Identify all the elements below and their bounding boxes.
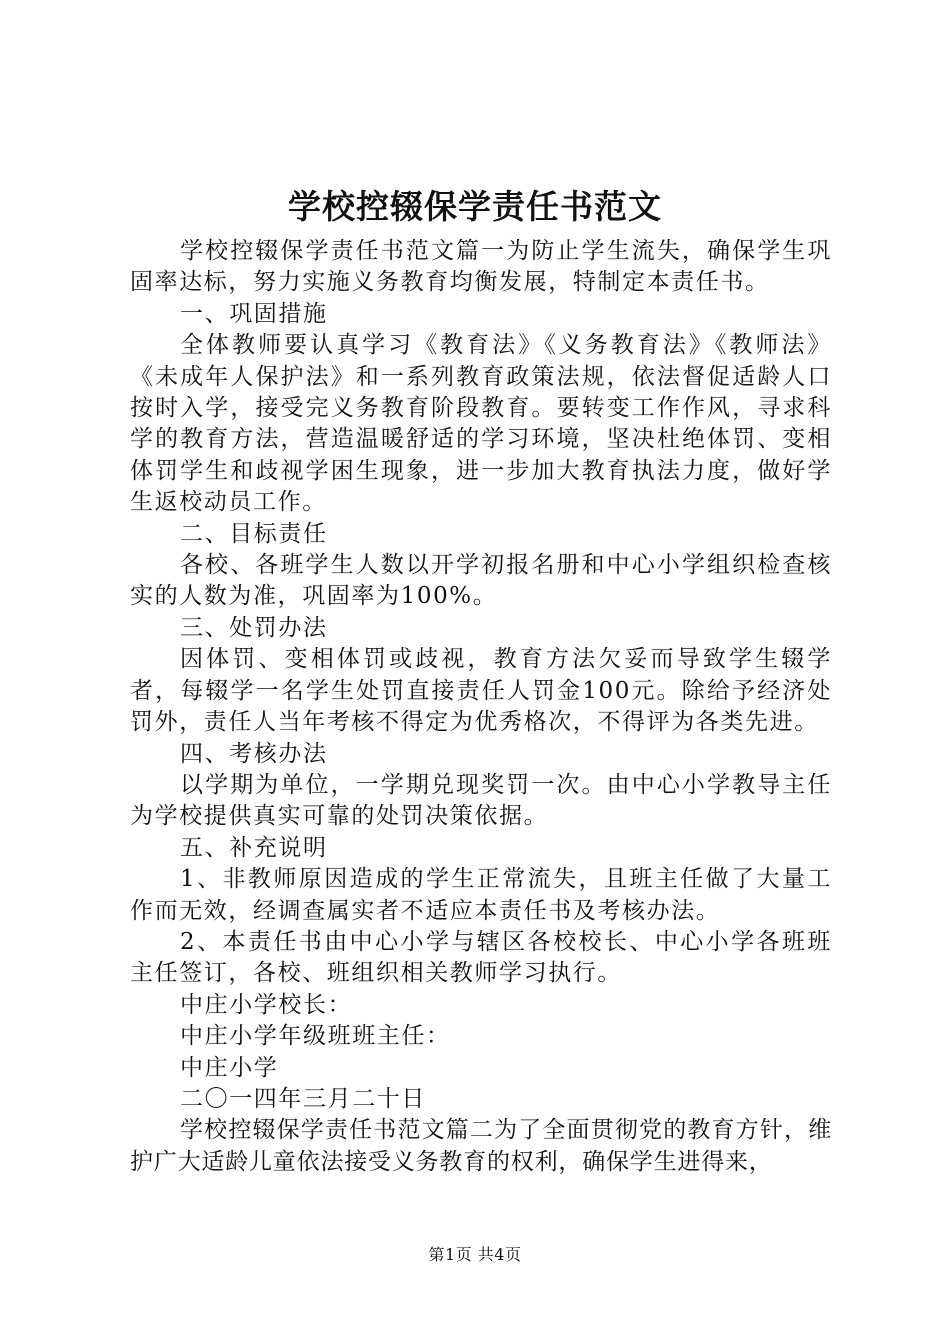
signature-school: 中庄小学 bbox=[180, 1054, 279, 1081]
paragraph-consolidation: 全体教师要认真学习《教育法》《义务教育法》《教师法》《未成年人保护法》和一系列教育政策法规，依法督促适龄人口按时入学，接受完义务教育阶段教育。要转变工作作风，寻求科学的教育方法，营造温暖舒适的学习环境，坚决杜绝体罚、变相体罚学生和歧视学困生现象，进一步加大教育执法力度，做好学生返校动员工作。 bbox=[130, 332, 832, 516]
signature-principal: 中庄小学校长： bbox=[180, 991, 353, 1018]
paragraph-target: 各校、各班学生人数以开学初报名册和中心小学组织检查核实的人数为准，巩固率为100%。 bbox=[130, 552, 832, 610]
document-title: 学校控辍保学责任书范文 bbox=[288, 187, 662, 226]
section-heading-consolidation: 一、巩固措施 bbox=[180, 300, 328, 327]
page-footer: 第1页 共4页 bbox=[428, 1245, 522, 1264]
section-heading-penalty: 三、处罚办法 bbox=[180, 614, 328, 641]
paragraph-supplement-2: 2、本责任书由中心小学与辖区各校校长、中心小学各班班主任签订，各校、班组织相关教师学习执行。 bbox=[130, 928, 832, 987]
paragraph-intro-2: 学校控辍保学责任书范文篇二为了全面贯彻党的教育方针，维护广大适龄儿童依法接受义务教育的权利，确保学生进得来， bbox=[130, 1117, 832, 1175]
paragraph-supplement-1: 1、非教师原因造成的学生正常流失，且班主任做了大量工作而无效，经调查属实者不适应本责任书及考核办法。 bbox=[130, 866, 832, 924]
document-body bbox=[130, 236, 832, 1178]
section-heading-assessment: 四、考核办法 bbox=[180, 740, 328, 767]
signature-date: 二〇一四年三月二十日 bbox=[180, 1085, 426, 1112]
paragraph-intro-1: 学校控辍保学责任书范文篇一为防止学生流失，确保学生巩固率达标，努力实施义务教育均衡发展，特制定本责任书。 bbox=[130, 238, 832, 296]
paragraph-penalty: 因体罚、变相体罚或歧视，教育方法欠妥而导致学生辍学者，每辍学一名学生处罚直接责任人罚金100元。除给予经济处罚外，责任人当年考核不得定为优秀格次，不得评为各类先进。 bbox=[130, 646, 832, 736]
section-heading-target: 二、目标责任 bbox=[180, 520, 328, 547]
paragraph-assessment: 以学期为单位，一学期兑现奖罚一次。由中心小学教导主任为学校提供真实可靠的处罚决策依据。 bbox=[130, 771, 832, 830]
section-heading-supplement: 五、补充说明 bbox=[180, 834, 328, 861]
signature-class-teacher: 中庄小学年级班班主任： bbox=[180, 1023, 451, 1050]
